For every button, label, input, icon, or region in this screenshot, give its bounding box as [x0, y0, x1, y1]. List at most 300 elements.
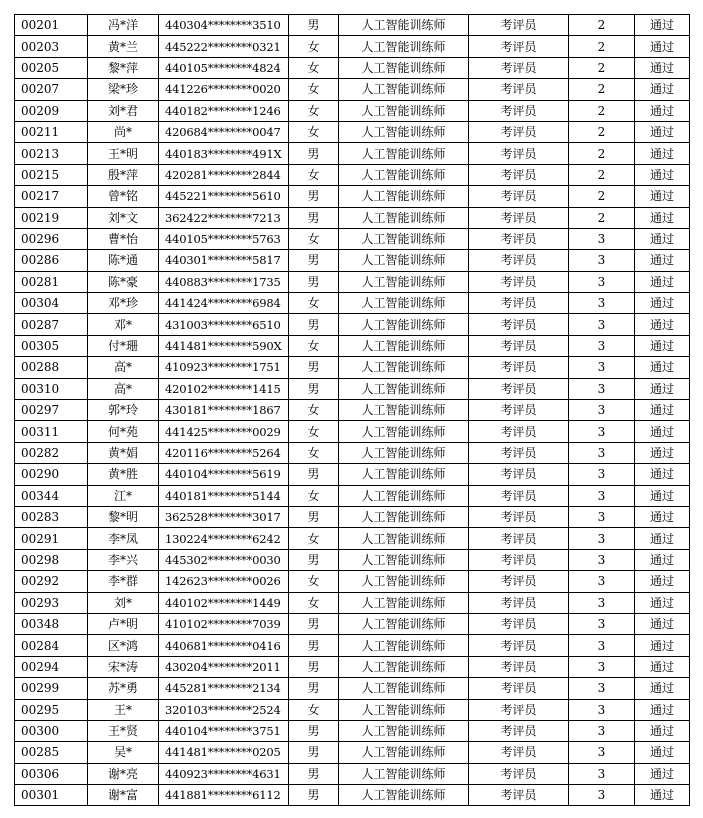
cell-id-number: 430181********1867 — [159, 400, 289, 421]
table-row — [15, 571, 690, 592]
table-row — [15, 506, 690, 527]
cell-level: 3 — [569, 314, 635, 335]
cell-level: 3 — [569, 378, 635, 399]
cell-number: 00213 — [15, 143, 88, 164]
cell-occupation: 人工智能训练师 — [339, 335, 469, 356]
cell-result: 通过 — [635, 121, 690, 142]
cell-result: 通过 — [635, 293, 690, 314]
cell-level: 2 — [569, 121, 635, 142]
cell-name: 黄*兰 — [88, 36, 159, 57]
cell-level: 2 — [569, 100, 635, 121]
cell-result: 通过 — [635, 314, 690, 335]
cell-occupation: 人工智能训练师 — [339, 164, 469, 185]
cell-role: 考评员 — [469, 400, 569, 421]
cell-occupation: 人工智能训练师 — [339, 357, 469, 378]
cell-occupation: 人工智能训练师 — [339, 400, 469, 421]
cell-role: 考评员 — [469, 699, 569, 720]
cell-name: 王* — [88, 699, 159, 720]
cell-gender: 女 — [289, 592, 339, 613]
cell-name: 陈*通 — [88, 250, 159, 271]
cell-name: 刘* — [88, 592, 159, 613]
cell-number: 00211 — [15, 121, 88, 142]
cell-occupation: 人工智能训练师 — [339, 742, 469, 763]
cell-level: 3 — [569, 635, 635, 656]
cell-result: 通过 — [635, 464, 690, 485]
cell-gender: 男 — [289, 186, 339, 207]
table-row — [15, 228, 690, 249]
cell-gender: 男 — [289, 506, 339, 527]
cell-result: 通过 — [635, 442, 690, 463]
cell-level: 2 — [569, 79, 635, 100]
cell-name: 黎*明 — [88, 506, 159, 527]
cell-role: 考评员 — [469, 250, 569, 271]
cell-level: 3 — [569, 506, 635, 527]
table-row — [15, 742, 690, 763]
cell-occupation: 人工智能训练师 — [339, 36, 469, 57]
table-row — [15, 293, 690, 314]
cell-number: 00287 — [15, 314, 88, 335]
cell-gender: 男 — [289, 549, 339, 570]
cell-gender: 男 — [289, 357, 339, 378]
cell-number: 00298 — [15, 549, 88, 570]
table-row — [15, 699, 690, 720]
cell-id-number: 440182********1246 — [159, 100, 289, 121]
cell-occupation: 人工智能训练师 — [339, 314, 469, 335]
cell-occupation: 人工智能训练师 — [339, 271, 469, 292]
cell-result: 通过 — [635, 785, 690, 806]
cell-name: 苏*勇 — [88, 678, 159, 699]
cell-role: 考评员 — [469, 720, 569, 741]
cell-number: 00348 — [15, 613, 88, 634]
cell-gender: 男 — [289, 656, 339, 677]
cell-gender: 男 — [289, 635, 339, 656]
cell-level: 3 — [569, 528, 635, 549]
cell-number: 00299 — [15, 678, 88, 699]
cell-occupation: 人工智能训练师 — [339, 635, 469, 656]
cell-occupation: 人工智能训练师 — [339, 720, 469, 741]
cell-number: 00305 — [15, 335, 88, 356]
cell-result: 通过 — [635, 207, 690, 228]
table-row — [15, 763, 690, 784]
cell-role: 考评员 — [469, 742, 569, 763]
table-row — [15, 613, 690, 634]
cell-gender: 男 — [289, 271, 339, 292]
cell-gender: 男 — [289, 613, 339, 634]
cell-id-number: 441481********0205 — [159, 742, 289, 763]
table-row — [15, 528, 690, 549]
cell-occupation: 人工智能训练师 — [339, 378, 469, 399]
cell-number: 00301 — [15, 785, 88, 806]
cell-gender: 男 — [289, 250, 339, 271]
cell-result: 通过 — [635, 79, 690, 100]
cell-name: 李*兴 — [88, 549, 159, 570]
cell-number: 00296 — [15, 228, 88, 249]
cell-id-number: 440304********3510 — [159, 15, 289, 36]
cell-result: 通过 — [635, 57, 690, 78]
cell-level: 3 — [569, 656, 635, 677]
cell-name: 谢*富 — [88, 785, 159, 806]
cell-result: 通过 — [635, 186, 690, 207]
cell-number: 00294 — [15, 656, 88, 677]
table-row — [15, 36, 690, 57]
cell-gender: 男 — [289, 763, 339, 784]
cell-role: 考评员 — [469, 485, 569, 506]
cell-gender: 女 — [289, 335, 339, 356]
cell-id-number: 440105********5763 — [159, 228, 289, 249]
cell-level: 3 — [569, 250, 635, 271]
cell-result: 通过 — [635, 15, 690, 36]
cell-result: 通过 — [635, 699, 690, 720]
table-row — [15, 335, 690, 356]
cell-id-number: 445221********5610 — [159, 186, 289, 207]
table-row — [15, 57, 690, 78]
cell-name: 江* — [88, 485, 159, 506]
cell-occupation: 人工智能训练师 — [339, 421, 469, 442]
cell-occupation: 人工智能训练师 — [339, 143, 469, 164]
cell-occupation: 人工智能训练师 — [339, 464, 469, 485]
cell-id-number: 440183********491X — [159, 143, 289, 164]
cell-name: 高* — [88, 378, 159, 399]
table-row — [15, 314, 690, 335]
cell-role: 考评员 — [469, 79, 569, 100]
cell-name: 高* — [88, 357, 159, 378]
cell-name: 郭*玲 — [88, 400, 159, 421]
cell-occupation: 人工智能训练师 — [339, 763, 469, 784]
cell-level: 3 — [569, 785, 635, 806]
cell-result: 通过 — [635, 720, 690, 741]
cell-name: 陈*豪 — [88, 271, 159, 292]
cell-result: 通过 — [635, 271, 690, 292]
cell-gender: 女 — [289, 100, 339, 121]
cell-name: 吴* — [88, 742, 159, 763]
cell-level: 3 — [569, 421, 635, 442]
cell-result: 通过 — [635, 635, 690, 656]
cell-result: 通过 — [635, 528, 690, 549]
cell-result: 通过 — [635, 250, 690, 271]
cell-id-number: 440883********1735 — [159, 271, 289, 292]
cell-id-number: 441481********590X — [159, 335, 289, 356]
cell-occupation: 人工智能训练师 — [339, 121, 469, 142]
cell-id-number: 410923********1751 — [159, 357, 289, 378]
cell-result: 通过 — [635, 164, 690, 185]
table-row — [15, 143, 690, 164]
cell-result: 通过 — [635, 100, 690, 121]
cell-number: 00295 — [15, 699, 88, 720]
cell-id-number: 440104********3751 — [159, 720, 289, 741]
cell-name: 曾*铭 — [88, 186, 159, 207]
cell-occupation: 人工智能训练师 — [339, 785, 469, 806]
cell-level: 3 — [569, 678, 635, 699]
cell-id-number: 410102********7039 — [159, 613, 289, 634]
cell-name: 区*鸿 — [88, 635, 159, 656]
table-body — [15, 15, 690, 806]
cell-result: 通过 — [635, 742, 690, 763]
cell-result: 通过 — [635, 506, 690, 527]
cell-name: 付*珊 — [88, 335, 159, 356]
cell-gender: 女 — [289, 57, 339, 78]
table-row — [15, 592, 690, 613]
table-row — [15, 271, 690, 292]
cell-occupation: 人工智能训练师 — [339, 186, 469, 207]
cell-gender: 男 — [289, 678, 339, 699]
cell-number: 00203 — [15, 36, 88, 57]
cell-number: 00293 — [15, 592, 88, 613]
cell-name: 王*贤 — [88, 720, 159, 741]
cell-level: 3 — [569, 699, 635, 720]
cell-role: 考评员 — [469, 335, 569, 356]
cell-result: 通过 — [635, 421, 690, 442]
cell-gender: 女 — [289, 164, 339, 185]
table-row — [15, 15, 690, 36]
cell-level: 2 — [569, 36, 635, 57]
cell-result: 通过 — [635, 656, 690, 677]
cell-role: 考评员 — [469, 100, 569, 121]
cell-gender: 男 — [289, 143, 339, 164]
cell-occupation: 人工智能训练师 — [339, 592, 469, 613]
table-row — [15, 464, 690, 485]
cell-result: 通过 — [635, 143, 690, 164]
cell-number: 00288 — [15, 357, 88, 378]
cell-role: 考评员 — [469, 635, 569, 656]
cell-result: 通过 — [635, 378, 690, 399]
cell-number: 00207 — [15, 79, 88, 100]
cell-occupation: 人工智能训练师 — [339, 57, 469, 78]
cell-role: 考评员 — [469, 357, 569, 378]
cell-gender: 女 — [289, 528, 339, 549]
cell-id-number: 320103********2524 — [159, 699, 289, 720]
cell-role: 考评员 — [469, 293, 569, 314]
cell-gender: 女 — [289, 228, 339, 249]
cell-name: 何*苑 — [88, 421, 159, 442]
cell-occupation: 人工智能训练师 — [339, 228, 469, 249]
cell-number: 00304 — [15, 293, 88, 314]
cell-gender: 男 — [289, 314, 339, 335]
table-row — [15, 549, 690, 570]
cell-name: 尚* — [88, 121, 159, 142]
cell-id-number: 445222********0321 — [159, 36, 289, 57]
cell-id-number: 440681********0416 — [159, 635, 289, 656]
cell-occupation: 人工智能训练师 — [339, 656, 469, 677]
cell-level: 3 — [569, 485, 635, 506]
cell-number: 00282 — [15, 442, 88, 463]
table-row — [15, 635, 690, 656]
cell-name: 宋*涛 — [88, 656, 159, 677]
cell-number: 00297 — [15, 400, 88, 421]
table-row — [15, 79, 690, 100]
cell-gender: 男 — [289, 378, 339, 399]
cell-result: 通过 — [635, 357, 690, 378]
cell-result: 通过 — [635, 592, 690, 613]
cell-occupation: 人工智能训练师 — [339, 528, 469, 549]
cell-role: 考评员 — [469, 228, 569, 249]
cell-level: 3 — [569, 742, 635, 763]
cell-id-number: 142623********0026 — [159, 571, 289, 592]
cell-gender: 女 — [289, 79, 339, 100]
cell-level: 3 — [569, 357, 635, 378]
cell-id-number: 440301********5817 — [159, 250, 289, 271]
cell-id-number: 440181********5144 — [159, 485, 289, 506]
table-row — [15, 485, 690, 506]
cell-name: 王*明 — [88, 143, 159, 164]
table-row — [15, 400, 690, 421]
cell-name: 谢*亮 — [88, 763, 159, 784]
cell-number: 00217 — [15, 186, 88, 207]
cell-gender: 男 — [289, 15, 339, 36]
table-row — [15, 421, 690, 442]
cell-occupation: 人工智能训练师 — [339, 506, 469, 527]
cell-level: 3 — [569, 442, 635, 463]
cell-occupation: 人工智能训练师 — [339, 15, 469, 36]
cell-number: 00205 — [15, 57, 88, 78]
table-row — [15, 164, 690, 185]
cell-id-number: 445302********0030 — [159, 549, 289, 570]
cell-name: 梁*珍 — [88, 79, 159, 100]
cell-role: 考评员 — [469, 464, 569, 485]
cell-level: 3 — [569, 335, 635, 356]
cell-gender: 女 — [289, 571, 339, 592]
cell-level: 2 — [569, 207, 635, 228]
cell-id-number: 440923********4631 — [159, 763, 289, 784]
cell-id-number: 362528********3017 — [159, 506, 289, 527]
cell-result: 通过 — [635, 335, 690, 356]
cell-result: 通过 — [635, 400, 690, 421]
cell-role: 考评员 — [469, 164, 569, 185]
cell-name: 殷*萍 — [88, 164, 159, 185]
cell-id-number: 440105********4824 — [159, 57, 289, 78]
cell-role: 考评员 — [469, 186, 569, 207]
cell-level: 2 — [569, 15, 635, 36]
table-row — [15, 186, 690, 207]
cell-number: 00311 — [15, 421, 88, 442]
cell-level: 2 — [569, 57, 635, 78]
table-row — [15, 720, 690, 741]
table-row — [15, 121, 690, 142]
cell-occupation: 人工智能训练师 — [339, 613, 469, 634]
cell-level: 2 — [569, 186, 635, 207]
cell-gender: 女 — [289, 442, 339, 463]
cell-id-number: 420281********2844 — [159, 164, 289, 185]
cell-result: 通过 — [635, 571, 690, 592]
cell-name: 黄*娟 — [88, 442, 159, 463]
cell-level: 3 — [569, 763, 635, 784]
cell-level: 3 — [569, 549, 635, 570]
cell-role: 考评员 — [469, 57, 569, 78]
cell-name: 刘*君 — [88, 100, 159, 121]
cell-number: 00300 — [15, 720, 88, 741]
cell-level: 3 — [569, 613, 635, 634]
cell-gender: 女 — [289, 485, 339, 506]
cell-role: 考评员 — [469, 656, 569, 677]
cell-occupation: 人工智能训练师 — [339, 293, 469, 314]
cell-number: 00209 — [15, 100, 88, 121]
cell-role: 考评员 — [469, 785, 569, 806]
cell-number: 00291 — [15, 528, 88, 549]
cell-name: 冯*洋 — [88, 15, 159, 36]
cell-number: 00344 — [15, 485, 88, 506]
cell-gender: 男 — [289, 464, 339, 485]
cell-role: 考评员 — [469, 121, 569, 142]
cell-role: 考评员 — [469, 763, 569, 784]
cell-occupation: 人工智能训练师 — [339, 207, 469, 228]
cell-level: 3 — [569, 720, 635, 741]
cell-role: 考评员 — [469, 678, 569, 699]
cell-gender: 女 — [289, 699, 339, 720]
cell-name: 李*凤 — [88, 528, 159, 549]
cell-id-number: 420116********5264 — [159, 442, 289, 463]
cell-gender: 男 — [289, 785, 339, 806]
cell-gender: 男 — [289, 742, 339, 763]
cell-id-number: 441226********0020 — [159, 79, 289, 100]
cell-occupation: 人工智能训练师 — [339, 571, 469, 592]
table-row — [15, 100, 690, 121]
cell-occupation: 人工智能训练师 — [339, 485, 469, 506]
cell-occupation: 人工智能训练师 — [339, 549, 469, 570]
cell-name: 刘*文 — [88, 207, 159, 228]
cell-role: 考评员 — [469, 442, 569, 463]
cell-role: 考评员 — [469, 528, 569, 549]
cell-occupation: 人工智能训练师 — [339, 100, 469, 121]
cell-role: 考评员 — [469, 571, 569, 592]
cell-number: 00201 — [15, 15, 88, 36]
cell-level: 3 — [569, 592, 635, 613]
table-row — [15, 656, 690, 677]
cell-role: 考评员 — [469, 421, 569, 442]
cell-id-number: 441424********6984 — [159, 293, 289, 314]
cell-id-number: 441425********0029 — [159, 421, 289, 442]
cell-role: 考评员 — [469, 36, 569, 57]
cell-role: 考评员 — [469, 143, 569, 164]
cell-occupation: 人工智能训练师 — [339, 678, 469, 699]
cell-id-number: 362422********7213 — [159, 207, 289, 228]
results-table — [14, 14, 690, 806]
cell-id-number: 440104********5619 — [159, 464, 289, 485]
cell-number: 00310 — [15, 378, 88, 399]
cell-name: 黎*萍 — [88, 57, 159, 78]
cell-number: 00292 — [15, 571, 88, 592]
cell-result: 通过 — [635, 613, 690, 634]
table-row — [15, 378, 690, 399]
cell-role: 考评员 — [469, 314, 569, 335]
cell-gender: 男 — [289, 207, 339, 228]
cell-number: 00286 — [15, 250, 88, 271]
cell-number: 00215 — [15, 164, 88, 185]
cell-number: 00219 — [15, 207, 88, 228]
cell-gender: 女 — [289, 400, 339, 421]
cell-id-number: 445281********2134 — [159, 678, 289, 699]
cell-result: 通过 — [635, 678, 690, 699]
cell-gender: 女 — [289, 421, 339, 442]
cell-number: 00281 — [15, 271, 88, 292]
cell-gender: 男 — [289, 720, 339, 741]
cell-role: 考评员 — [469, 549, 569, 570]
cell-role: 考评员 — [469, 271, 569, 292]
cell-role: 考评员 — [469, 207, 569, 228]
table-row — [15, 442, 690, 463]
cell-occupation: 人工智能训练师 — [339, 250, 469, 271]
cell-gender: 女 — [289, 293, 339, 314]
cell-level: 3 — [569, 571, 635, 592]
cell-gender: 女 — [289, 36, 339, 57]
cell-occupation: 人工智能训练师 — [339, 442, 469, 463]
cell-role: 考评员 — [469, 378, 569, 399]
cell-level: 2 — [569, 143, 635, 164]
cell-gender: 女 — [289, 121, 339, 142]
cell-name: 邓* — [88, 314, 159, 335]
cell-result: 通过 — [635, 485, 690, 506]
cell-occupation: 人工智能训练师 — [339, 79, 469, 100]
table-row — [15, 357, 690, 378]
cell-role: 考评员 — [469, 592, 569, 613]
